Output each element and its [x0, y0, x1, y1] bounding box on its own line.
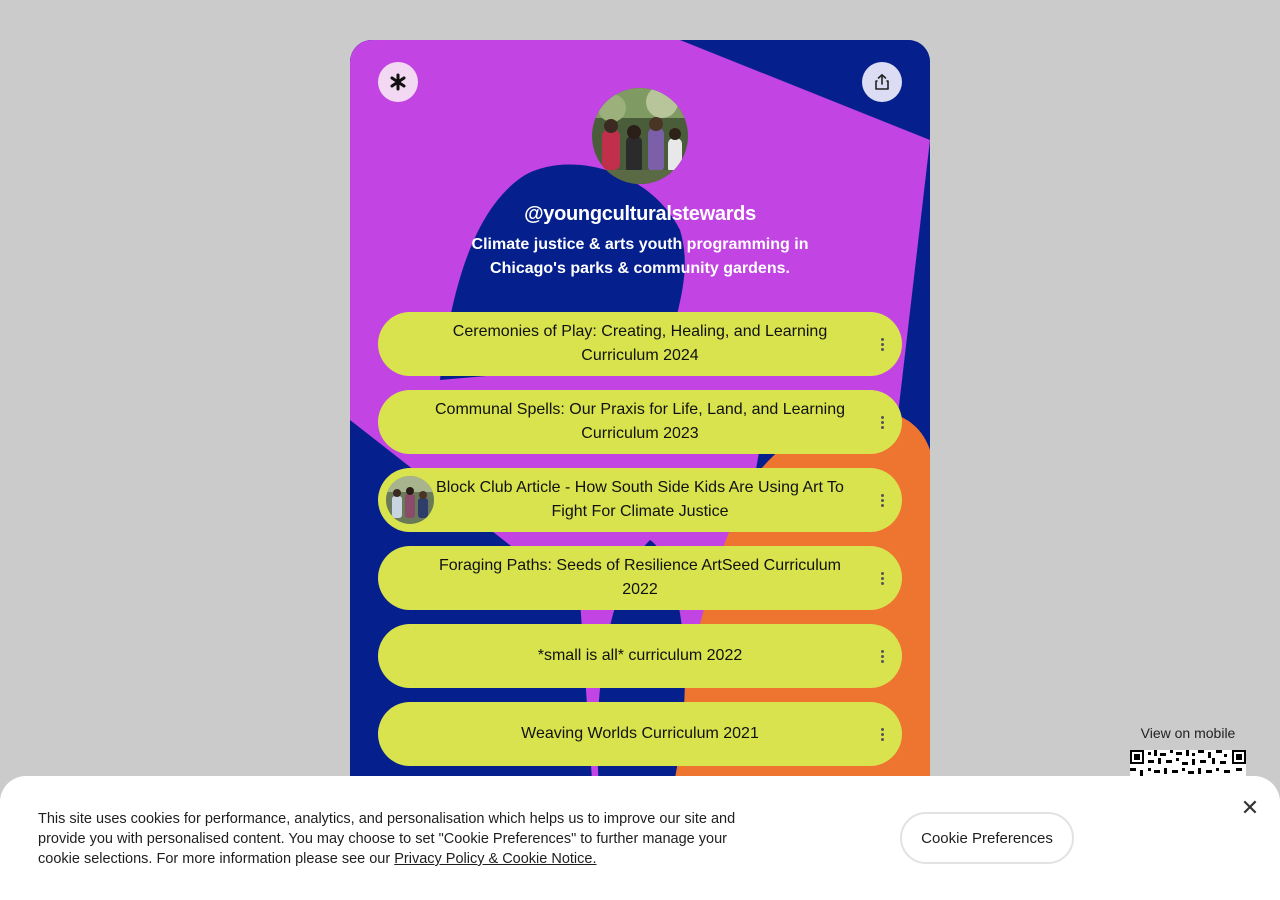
link-button[interactable] [378, 702, 902, 766]
share-button[interactable] [862, 62, 902, 102]
cookie-message [38, 809, 758, 869]
more-options-icon[interactable] [876, 724, 888, 744]
profile-card [350, 40, 930, 900]
link-button[interactable] [378, 546, 902, 610]
view-on-mobile-label: View on mobile [1140, 725, 1236, 741]
privacy-policy-link[interactable]: Privacy Policy & Cookie Notice. [394, 851, 597, 867]
share-icon [873, 73, 891, 91]
link-label: Ceremonies of Play: Creating, Healing, and Learning Curriculum 2024 [452, 323, 828, 364]
cookie-banner [0, 776, 1280, 900]
more-options-icon[interactable] [876, 412, 888, 432]
close-icon[interactable]: ✕ [1240, 795, 1260, 820]
profile-bio: Climate justice & arts youth programming in Chicago's parks & community gardens. [471, 236, 809, 277]
link-label: Block Club Article - How South Side Kids Are Using Art To Fight For Climate Justice [436, 479, 844, 520]
link-label: Foraging Paths: Seeds of Resilience ArtSeed Curriculum 2022 [439, 557, 841, 598]
profile-avatar [592, 88, 688, 184]
link-label: Weaving Worlds Curriculum 2021 [521, 725, 759, 742]
more-options-icon[interactable] [876, 568, 888, 588]
more-options-icon[interactable] [876, 334, 888, 354]
linktree-logo-button[interactable] [378, 62, 418, 102]
more-options-icon[interactable] [876, 646, 888, 666]
cookie-preferences-button[interactable]: Cookie Preferences [900, 812, 1074, 864]
more-options-icon[interactable] [876, 490, 888, 510]
link-button[interactable] [378, 390, 902, 454]
link-list [378, 312, 902, 780]
link-button[interactable] [378, 312, 902, 376]
link-label: Communal Spells: Our Praxis for Life, Land, and Learning Curriculum 2023 [435, 401, 845, 442]
link-label: *small is all* curriculum 2022 [537, 647, 743, 664]
cookie-message-text: This site uses cookies for performance, analytics, and personalisation which helps us to improve our site and provide you with personalised content. You may choose to set "Cookie Preferences" to further manage your cookie selections. For more information please see our [38, 811, 736, 867]
link-button[interactable] [378, 468, 902, 532]
linktree-asterisk-icon [389, 73, 407, 91]
profile-handle: @youngculturalstewards [524, 203, 756, 225]
link-thumbnail [386, 476, 434, 524]
link-button[interactable] [378, 624, 902, 688]
